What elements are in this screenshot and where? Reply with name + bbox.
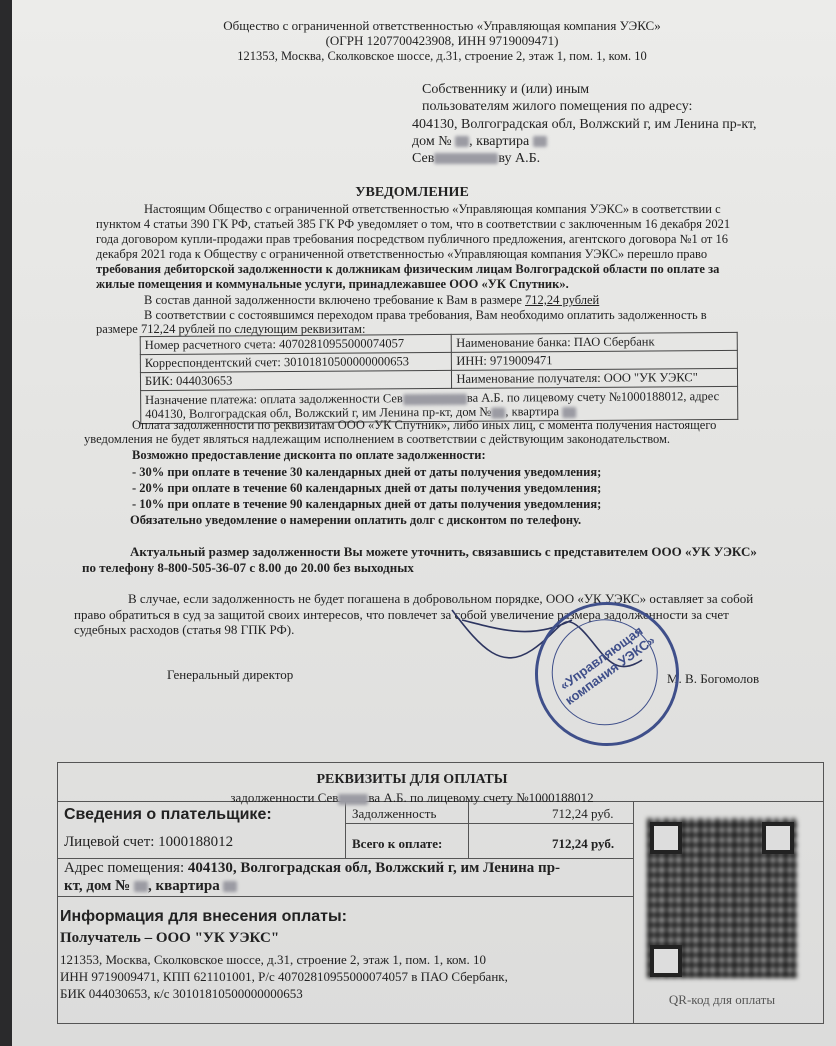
- court-line: судебных расходов (статья 98 ГПК РФ).: [74, 622, 295, 637]
- premises-address-cont: кт, дом № , квартира: [64, 878, 237, 895]
- redacted: [533, 136, 547, 147]
- company-ids: (ОГРН 1207700423908, ИНН 9719009471): [325, 33, 559, 48]
- seal-text: «Управляющая компания УЭКС»: [556, 622, 658, 708]
- recipient-line3: 404130, Волгоградская обл, Волжский г, им Ленина пр-кт,: [412, 117, 757, 132]
- notice-p3-line: В соответствии с состоявшимся переходом права требования, Вам необходимо оплатить задолженность в: [144, 308, 707, 322]
- actual-debt-line: Актуальный размер задолженности Вы можете уточнить, связавшись с представителем ООО «УК УЭКС»: [130, 544, 757, 559]
- bik: БИК: 044030653: [140, 370, 452, 390]
- discount-item: - 30% при оплате в течение 30 календарных дней от даты получения уведомления;: [132, 465, 602, 479]
- court-line: В случае, если задолженность не будет погашена в добровольном порядке, ООО «УК УЭКС» оставляет за собой: [128, 591, 754, 606]
- body-p4-line: Оплата задолженности по реквизитам ООО «УК Спутник», либо иных лиц, с момента получения настоящего: [132, 418, 717, 432]
- court-line: право обратиться в суд за защитой своих интересов, что повлечет за собой увеличение размера задолженности за счет: [74, 607, 729, 622]
- signatory-name: М. В. Богомолов: [667, 671, 760, 686]
- company-name: Общество с ограниченной ответственностью «Управляющая компания УЭКС»: [223, 18, 661, 33]
- debt-value: 712,24 руб.: [552, 806, 614, 821]
- recipient-line4: дом № , квартира: [412, 134, 547, 150]
- discount-note: Обязательно уведомление о намерении оплатить долг с дисконтом по телефону.: [130, 513, 582, 527]
- inn: ИНН: 9719009471: [452, 350, 738, 370]
- payment-line: ИНН 9719009471, КПП 621101001, Р/с 40702810955000074057 в ПАО Сбербанк,: [60, 969, 508, 984]
- total-label: Всего к оплате:: [352, 836, 443, 851]
- payment-subtitle: задолженности Сев ва А.Б. по лицевому счету №1000188012: [230, 790, 594, 805]
- notice-p1-line: года договором купли-продажи прав требования посредством публичного предложения, агентского договора №1 от 16: [96, 232, 728, 246]
- payer-account: Лицевой счет: 1000188012: [64, 834, 234, 850]
- total-value: 712,24 руб.: [552, 836, 615, 851]
- notice-p1-line: пунктом 4 статьи 390 ГК РФ, статьей 385 ГК РФ уведомляет о том, что в соответствии с заключенным 16 декабря 2021: [96, 217, 731, 231]
- notice-p1-line: требования дебиторской задолженности к должникам физическим лицам Волгоградской области по оплате за: [96, 262, 720, 276]
- recipient-line2: пользователям жилого помещения по адресу:: [422, 99, 693, 114]
- notice-title: УВЕДОМЛЕНИЕ: [355, 185, 469, 200]
- qr-finder-icon: [650, 945, 682, 977]
- divider: [345, 801, 346, 858]
- divider: [633, 801, 634, 1023]
- redacted: [223, 881, 237, 892]
- notice-p1-line: Настоящим Общество с ограниченной ответственностью «Управляющая компания УЭКС» в соответствии с: [144, 202, 721, 216]
- requisites-table: [140, 332, 739, 424]
- discount-header: Возможно предоставление дисконта по оплате задолженности:: [132, 448, 486, 462]
- redacted: [455, 136, 469, 147]
- payment-recipient: Получатель – ООО "УК УЭКС": [60, 930, 280, 946]
- redacted: [134, 881, 148, 892]
- redacted: [403, 393, 467, 404]
- qr-finder-icon: [762, 822, 794, 854]
- debt-label: Задолженность: [352, 806, 437, 821]
- discount-item: - 20% при оплате в течение 60 календарных дней от даты получения уведомления;: [132, 481, 602, 495]
- qr-finder-icon: [650, 822, 682, 854]
- actual-debt-phone: по телефону 8-800-505-36-07 с 8.00 до 20.00 без выходных: [82, 560, 414, 575]
- discount-item: - 10% при оплате в течение 90 календарных дней от даты получения уведомления;: [132, 497, 602, 511]
- recipient-line1: Собственнику и (или) иным: [422, 82, 590, 97]
- notice-p1-line: декабря 2021 года к Обществу с ограниченной ответственностью «Управляющая компания УЭКС» перешло право: [96, 247, 708, 261]
- payment-purpose: Назначение платежа: оплата задолженности Сев ва А.Б. по лицевому счету №1000188012, адрес 404130, Волгоградская обл, Волжский г, им Ленина пр-кт, дом № , квартира: [141, 386, 738, 423]
- redacted: [338, 794, 368, 805]
- redacted: [562, 407, 576, 418]
- recipient-name: Наименование получателя: ООО "УК УЭКС": [452, 368, 738, 388]
- document-page: [12, 0, 836, 1046]
- premises-address: Адрес помещения: 404130, Волгоградская обл, Волжский г, им Ленина пр-: [64, 860, 561, 876]
- account-number: Номер расчетного счета: 40702810955000074057: [140, 334, 452, 354]
- notice-p1-line: жилые помещения и коммунальные услуги, принадлежавшее ООО «УК Спутник».: [96, 277, 569, 291]
- qr-caption: QR-код для оплаты: [668, 992, 776, 1007]
- body-p4-line: уведомления не будет являться надлежащим исполнением в соответствии с действующим законодательством.: [84, 432, 671, 446]
- notice-p3-line: размере 712,24 рублей по следующим реквизитам:: [96, 322, 366, 336]
- recipient-line5: Сев ву А.Б.: [412, 151, 541, 166]
- redacted: [434, 153, 498, 164]
- divider: [345, 823, 633, 824]
- payment-info-header: Информация для внесения оплаты:: [60, 908, 347, 925]
- company-address: 121353, Москва, Сколковское шоссе, д.31, строение 2, этаж 1, пом. 1, ком. 10: [237, 49, 647, 63]
- divider: [58, 858, 633, 859]
- payer-header: Сведения о плательщике:: [64, 806, 272, 823]
- bank-name: Наименование банка: ПАО Сбербанк: [452, 332, 738, 352]
- divider: [58, 896, 633, 897]
- notice-p2: В состав данной задолженности включено требование к Вам в размере 712,24 рублей: [144, 293, 600, 307]
- redacted: [491, 407, 505, 418]
- payment-title: РЕКВИЗИТЫ ДЛЯ ОПЛАТЫ: [316, 772, 508, 787]
- signatory-position: Генеральный директор: [167, 667, 294, 682]
- divider: [468, 801, 469, 858]
- corr-account: Корреспондентский счет: 30101810500000000653: [140, 352, 452, 372]
- payment-line: 121353, Москва, Сколковское шоссе, д.31, строение 2, этаж 1, пом. 1, ком. 10: [60, 952, 486, 967]
- payment-line: БИК 044030653, к/с 30101810500000000653: [60, 986, 303, 1001]
